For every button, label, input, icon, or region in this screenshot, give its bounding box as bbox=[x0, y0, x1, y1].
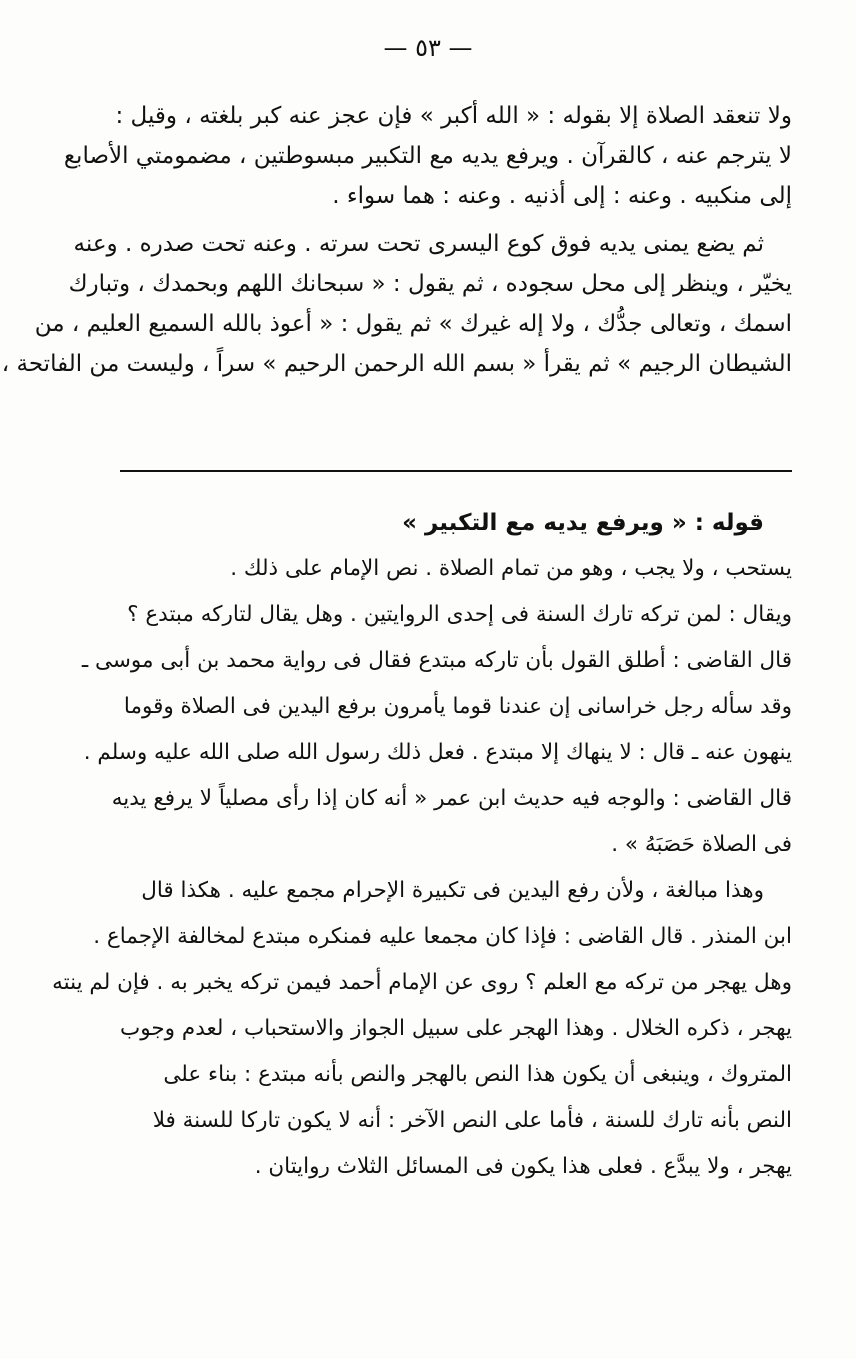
commentary-line: ويقال : لمن تركه تارك السنة فى إحدى الروايتين . وهل يقال لتاركه مبتدع ؟ bbox=[127, 602, 792, 627]
commentary-line: يستحب ، ولا يجب ، وهو من تمام الصلاة . نص الإمام على ذلك . bbox=[230, 556, 792, 581]
text-line: الشيطان الرجيم » ثم يقرأ « بسم الله الرحمن الرحيم » سراً ، وليست من الفاتحة ، bbox=[1, 351, 792, 377]
commentary-line: فى الصلاة حَصَبَهُ » . bbox=[611, 832, 792, 857]
commentary-line: يهجر ، ولا يبدَّع . فعلى هذا يكون فى المسائل الثلاث روايتان . bbox=[254, 1154, 792, 1179]
commentary-line: قال القاضى : والوجه فيه حديث ابن عمر « أنه كان إذا رأى مصلياً لا يرفع يديه bbox=[111, 786, 792, 811]
commentary-line: وهذا مبالغة ، ولأن رفع اليدين فى تكبيرة الإحرام مجمع عليه . هكذا قال bbox=[141, 878, 764, 903]
commentary-line: النص بأنه تارك للسنة ، فأما على النص الآخر : أنه لا يكون تاركا للسنة فلا bbox=[152, 1108, 792, 1133]
page-number: — ٥٣ — bbox=[383, 34, 473, 62]
paragraph-gap bbox=[120, 216, 792, 224]
text-line: إلى منكبيه . وعنه : إلى أذنيه . وعنه : هما سواء . bbox=[332, 183, 792, 209]
text-line: يخيّر ، وينظر إلى محل سجوده ، ثم يقول : « سبحانك اللهم وبحمدك ، وتبارك bbox=[68, 271, 792, 297]
commentary-line: ينهون عنه ـ قال : لا ينهاك إلا مبتدع . فعل ذلك رسول الله صلى الله عليه وسلم . bbox=[83, 740, 792, 765]
commentary-heading: قوله : « ويرفع يديه مع التكبير » bbox=[402, 510, 764, 536]
text-line: ثم يضع يمنى يديه فوق كوع اليسرى تحت سرته . وعنه تحت صدره . وعنه bbox=[73, 231, 764, 257]
text-line: ولا تنعقد الصلاة إلا بقوله : « الله أكبر » فإن عجز عنه كبر بلغته ، وقيل : bbox=[115, 103, 792, 129]
commentary-line: المتروك ، وينبغى أن يكون هذا النص بالهجر والنص بأنه مبتدع : بناء على bbox=[163, 1062, 792, 1087]
commentary-line: وقد سأله رجل خراسانى إن عندنا قوما يأمرون برفع اليدين فى الصلاة وقوما bbox=[123, 694, 792, 719]
commentary-line: يهجر ، ذكره الخلال . وهذا الهجر على سبيل الجواز والاستحباب ، لعدم وجوب bbox=[120, 1016, 792, 1041]
commentary-line: قال القاضى : أطلق القول بأن تاركه مبتدع فقال فى رواية محمد بن أبى موسى ـ bbox=[81, 648, 792, 673]
separator-rule bbox=[120, 470, 792, 472]
text-line: لا يترجم عنه ، كالقرآن . ويرفع يديه مع التكبير مبسوطتين ، مضمومتي الأصابع bbox=[63, 143, 792, 169]
commentary-line: ابن المنذر . قال القاضى : فإذا كان مجمعا عليه فمنكره مبتدع لمخالفة الإجماع . bbox=[93, 924, 792, 949]
text-line: اسمك ، وتعالى جدُّك ، ولا إله غيرك » ثم يقول : « أعوذ بالله السميع العليم ، من bbox=[34, 311, 792, 337]
commentary-text bbox=[52, 500, 792, 1190]
main-text bbox=[1, 96, 792, 384]
commentary-line: وهل يهجر من تركه مع العلم ؟ روى عن الإمام أحمد فيمن تركه يخبر به . فإن لم ينته bbox=[52, 970, 792, 995]
